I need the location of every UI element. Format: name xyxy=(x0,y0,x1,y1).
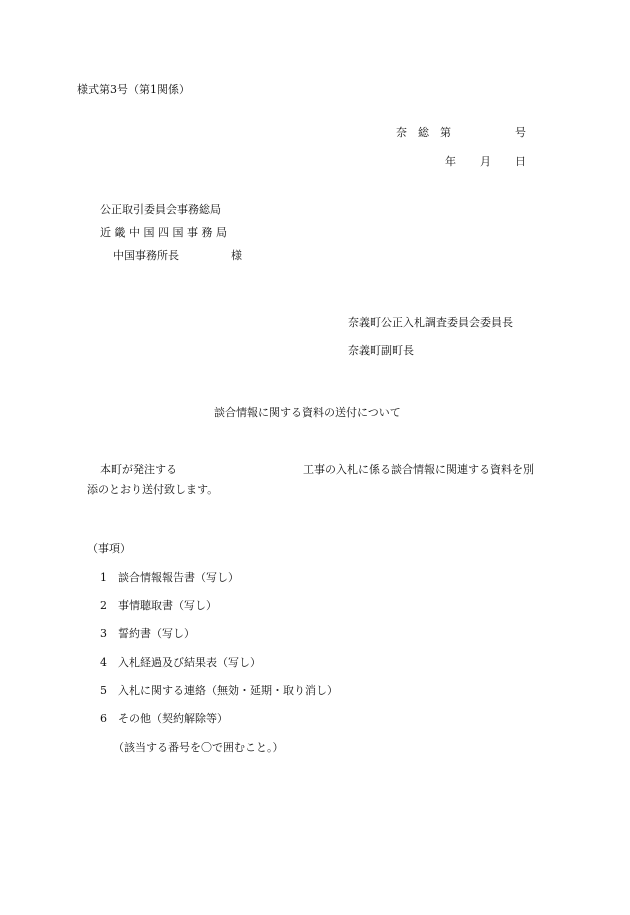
item-text: 事情聴取書（写し） xyxy=(118,599,217,612)
date-month: 月 xyxy=(480,155,491,168)
form-label: 様式第3号（第1関係） xyxy=(77,83,190,96)
date-day: 日 xyxy=(515,155,526,168)
item-number: 5 xyxy=(100,684,107,697)
recipient-line-3: 中国事務所長 xyxy=(113,249,179,262)
recipient-line-1: 公正取引委員会事務総局 xyxy=(100,203,221,216)
items-heading: （事項） xyxy=(87,542,131,555)
item-number: 6 xyxy=(100,712,107,725)
recipient-line-2: 近 畿 中 国 四 国 事 務 局 xyxy=(100,226,227,239)
item-text: 入札に関する連絡（無効・延期・取り消し） xyxy=(118,684,338,697)
sender-line-1: 奈義町公正入札調査委員会委員長 xyxy=(348,316,513,329)
body-text-part-3: 添のとおり送付致します。 xyxy=(87,483,219,496)
item-number: 2 xyxy=(100,599,107,612)
item-number: 3 xyxy=(100,627,107,640)
item-text: 誓約書（写し） xyxy=(118,627,195,640)
items-note: （該当する番号を〇で囲むこと。） xyxy=(113,741,284,754)
item-text: その他（契約解除等） xyxy=(118,712,228,725)
document-number-suffix: 号 xyxy=(515,126,526,139)
recipient-honorific: 様 xyxy=(231,249,242,262)
body-text-part-2: 工事の入札に係る談合情報に関連する資料を別 xyxy=(303,463,534,476)
date-year: 年 xyxy=(445,155,456,168)
document-number-prefix: 奈 総 第 xyxy=(396,126,451,139)
item-text: 談合情報報告書（写し） xyxy=(118,571,239,584)
item-number: 1 xyxy=(100,571,107,584)
document-title: 談合情報に関する資料の送付について xyxy=(214,406,401,419)
body-text-part-1: 本町が発注する xyxy=(100,463,177,476)
item-text: 入札経過及び結果表（写し） xyxy=(118,656,261,669)
sender-line-2: 奈義町副町長 xyxy=(348,344,414,357)
item-number: 4 xyxy=(100,656,107,669)
